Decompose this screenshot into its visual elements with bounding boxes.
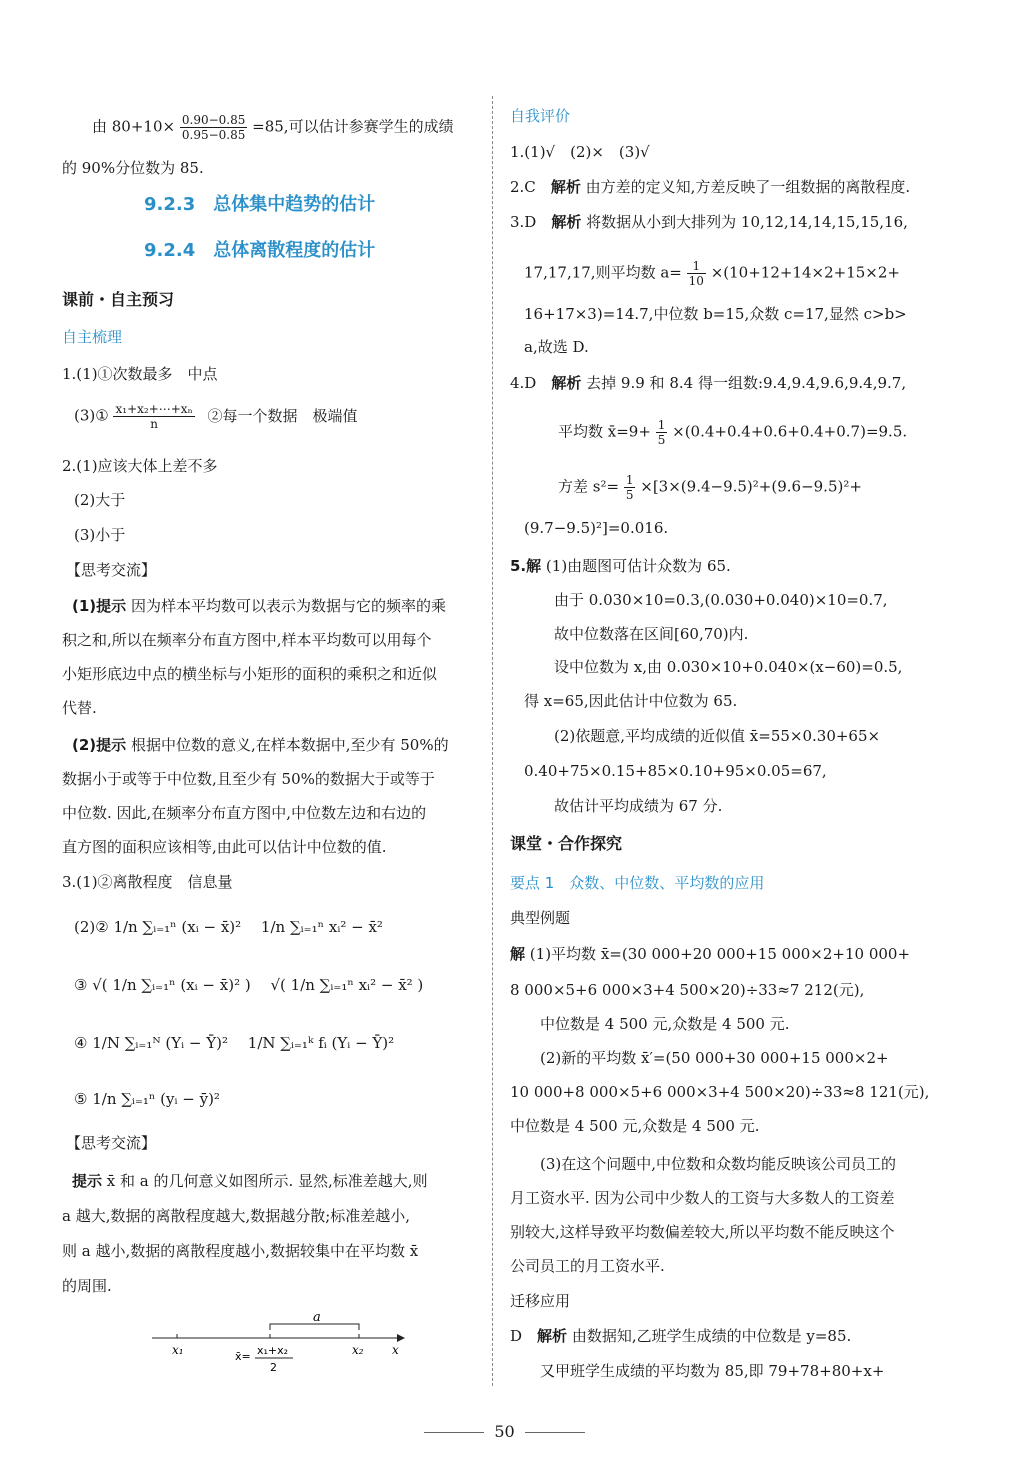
answer-line: 3.(1)②离散程度 信息量 — [62, 873, 233, 891]
paragraph-line — [72, 735, 449, 755]
text-segment: 将数据从小到大排列为 10,12,14,14,15,15,16, — [586, 213, 908, 231]
fraction-numerator: 1 — [625, 473, 634, 487]
subheading: 要点 1 众数、中位数、平均数的应用 — [510, 874, 765, 892]
fraction-denominator: 5 — [657, 433, 666, 447]
text-segment: ②每一个数据 极端值 — [207, 406, 358, 425]
paragraph-line: 积之和,所以在频率分布直方图中,样本平均数可以用每个 — [62, 631, 432, 649]
solution-tag: 解 — [510, 945, 526, 963]
footer-rule — [424, 1432, 484, 1433]
answer-line: 1.(1)√ (2)× (3)√ — [510, 143, 650, 161]
hint-tag: 提示 — [72, 1172, 103, 1190]
text-segment: 由 80+10× — [92, 117, 176, 136]
fraction-denominator: 5 — [625, 488, 634, 502]
paragraph-line: a 越大,数据的离散程度越大,数据越分散;标准差越小, — [62, 1207, 411, 1225]
formula-line: ⑤ 1/n ∑ᵢ₌₁ⁿ (yᵢ − ȳ)² — [74, 1090, 220, 1108]
answer-line: 故估计平均成绩为 67 分. — [554, 797, 723, 815]
paragraph-line: 的周围. — [62, 1277, 112, 1295]
fraction — [180, 113, 248, 142]
text-segment: 由数据知,乙班学生成绩的中位数是 y=85. — [571, 1327, 852, 1345]
box-heading: 【思考交流】 — [66, 561, 157, 579]
paragraph-line: 小矩形底边中点的横坐标与小矩形的面积的乘积之和近似 — [62, 665, 438, 683]
fraction-denominator: 0.95−0.85 — [181, 128, 246, 142]
page-footer — [0, 1422, 1009, 1441]
label-mean-numerator: x₁+x₂ — [257, 1344, 289, 1357]
paragraph-line: 数据小于或等于中位数,且至少有 50%的数据大于或等于 — [62, 770, 435, 788]
paragraph-line: 直方图的面积应该相等,由此可以估计中位数的值. — [62, 838, 387, 856]
solution-line: 别较大,这样导致平均数偏差较大,所以平均数不能反映这个 — [510, 1223, 895, 1241]
subheading: 自我评价 — [510, 107, 571, 125]
text-segment: 去掉 9.9 和 8.4 得一组数:9.4,9.4,9.6,9.4,9.7, — [586, 374, 907, 392]
heading: 课前・自主预习 — [62, 290, 175, 309]
label-x2: x₂ — [352, 1343, 364, 1357]
answer-line: 1.(1)①次数最多 中点 — [62, 365, 218, 383]
answer-line: 16+17×3)=14.7,中位数 b=15,众数 c=17,显然 c>b> — [524, 305, 907, 323]
answer-line — [524, 259, 900, 288]
answer-line: 设中位数为 x,由 0.030×10+0.040×(x−60)=0.5, — [554, 658, 903, 676]
analysis-tag: 解析 — [550, 178, 581, 196]
footer-rule — [525, 1432, 585, 1433]
answer-line — [510, 373, 906, 393]
paragraph-line: 中位数. 因此,在频率分布直方图中,中位数左边和右边的 — [62, 804, 427, 822]
analysis-tag: 解析 — [551, 374, 582, 392]
solution-line: 8 000×5+6 000×3+4 500×20)÷33≈7 212(元), — [510, 981, 865, 999]
paragraph-line — [72, 1171, 428, 1191]
fraction-numerator: x₁+x₂+⋯+xₙ — [115, 402, 193, 416]
solution-line: (3)在这个问题中,中位数和众数均能反映该公司员工的 — [540, 1155, 897, 1173]
fraction — [687, 259, 706, 288]
answer-line: (3)小于 — [74, 526, 126, 544]
answer-line: (2)依题意,平均成绩的近似值 x̄=55×0.30+65× — [554, 727, 881, 745]
solution-line — [510, 1326, 851, 1346]
answer-line — [510, 212, 908, 232]
text-segment: ×(10+12+14×2+15×2+ — [710, 263, 900, 282]
answer-line: (2)大于 — [74, 491, 126, 509]
paragraph-line: 则 a 越小,数据的离散程度越小,数据较集中在平均数 x̄ — [62, 1242, 419, 1260]
solution-line — [510, 944, 910, 964]
answer-line: 得 x=65,因此估计中位数为 65. — [524, 692, 738, 710]
fraction-numerator: 1 — [657, 418, 666, 432]
subheading: 自主梳理 — [62, 328, 123, 346]
text-segment: x̄ 和 a 的几何意义如图所示. 显然,标准差越大,则 — [106, 1172, 428, 1190]
text-segment: 根据中位数的意义,在样本数据中,至少有 50%的 — [130, 736, 449, 754]
formula-line: (2)② 1/n ∑ᵢ₌₁ⁿ (xᵢ − x̄)² 1/n ∑ᵢ₌₁ⁿ xᵢ² − x̄² — [74, 918, 383, 936]
analysis-tag: 解析 — [551, 213, 582, 231]
label-mean-denominator: 2 — [270, 1361, 277, 1374]
text-segment: (1)平均数 x̄=(30 000+20 000+15 000×2+10 000+ — [529, 945, 911, 963]
fraction-denominator: n — [150, 417, 158, 431]
fraction — [656, 418, 668, 447]
answer-line — [558, 418, 907, 447]
label-a: a — [313, 1310, 321, 1325]
arrow-head — [397, 1334, 405, 1342]
text-segment: 方差 s²= — [558, 477, 620, 496]
text-line: 的 90%分位数为 85. — [62, 159, 204, 177]
paragraph-line: 代替. — [62, 699, 97, 717]
hint-tag: (1)提示 — [72, 597, 127, 615]
solution-line: 中位数是 4 500 元,众数是 4 500 元. — [540, 1015, 790, 1033]
answer-number: 2.C — [510, 178, 536, 196]
label-mean: x̄= — [235, 1350, 251, 1363]
answer-line: 2.(1)应该大体上差不多 — [62, 457, 218, 475]
answer-line: a,故选 D. — [524, 338, 589, 356]
heading: 课堂・合作探究 — [510, 834, 623, 853]
column-divider — [492, 96, 493, 1386]
text-line — [92, 113, 454, 142]
solution-line: 又甲班学生成绩的平均数为 85,即 79+78+80+x+ — [540, 1362, 885, 1380]
text-segment: =85,可以估计参赛学生的成绩 — [252, 117, 454, 136]
text-segment: 平均数 x̄=9+ — [558, 422, 651, 441]
text-segment: 因为样本平均数可以表示为数据与它的频率的乘 — [130, 597, 446, 615]
fraction-numerator: 0.90−0.85 — [181, 113, 246, 127]
solution-line: 10 000+8 000×5+6 000×3+4 500×20)÷33≈8 121(元), — [510, 1083, 930, 1101]
page-number: 50 — [494, 1422, 515, 1441]
answer-line: 由于 0.030×10=0.3,(0.030+0.040)×10=0.7, — [554, 591, 888, 609]
box-heading: 【思考交流】 — [66, 1134, 157, 1152]
solution-tag: 5.解 — [510, 557, 542, 575]
hint-tag: (2)提示 — [72, 736, 127, 754]
fraction — [113, 402, 194, 431]
solution-line: 中位数是 4 500 元,众数是 4 500 元. — [510, 1117, 760, 1135]
paragraph-line — [72, 596, 446, 616]
answer-line: (9.7−9.5)²]=0.016. — [524, 519, 669, 537]
solution-line: 月工资水平. 因为公司中少数人的工资与大多数人的工资差 — [510, 1189, 895, 1207]
answer-line: 故中位数落在区间[60,70)内. — [554, 625, 749, 643]
answer-number: D — [510, 1327, 523, 1345]
label-x: x — [392, 1343, 399, 1357]
text-segment: 由方差的定义知,方差反映了一组数据的离散程度. — [585, 178, 911, 196]
solution-line: 公司员工的月工资水平. — [510, 1257, 665, 1275]
answer-line — [558, 473, 862, 502]
text-segment: 17,17,17,则平均数 a= — [524, 263, 682, 282]
text-segment: (3)① — [74, 406, 109, 425]
answer-number: 3.D — [510, 213, 537, 231]
answer-line — [510, 556, 731, 576]
section-title: 9.2.4 总体离散程度的估计 — [144, 240, 376, 261]
formula-line: ④ 1/N ∑ᵢ₌₁ᴺ (Yᵢ − Ȳ)² 1/N ∑ᵢ₌₁ᵏ fᵢ (Yᵢ − Ȳ)² — [74, 1034, 395, 1052]
section-title: 9.2.3 总体集中趋势的估计 — [144, 194, 376, 215]
analysis-tag: 解析 — [537, 1327, 568, 1345]
text-segment: (1)由题图可估计众数为 65. — [545, 557, 731, 575]
text-segment: ×(0.4+0.4+0.6+0.4+0.7)=9.5. — [672, 422, 908, 441]
answer-number: 4.D — [510, 374, 537, 392]
answer-line — [74, 402, 358, 431]
answer-line — [510, 177, 910, 197]
fraction — [624, 473, 636, 502]
fraction-numerator: 1 — [687, 259, 706, 274]
text-segment: ×[3×(9.4−9.5)²+(9.6−9.5)²+ — [640, 477, 862, 496]
answer-line: 0.40+75×0.15+85×0.10+95×0.05=67, — [524, 762, 827, 780]
solution-line: (2)新的平均数 x̄′=(50 000+30 000+15 000×2+ — [540, 1049, 889, 1067]
example-title: 迁移应用 — [510, 1292, 571, 1310]
fraction-denominator: 10 — [688, 274, 704, 288]
label-x1: x₁ — [172, 1343, 184, 1357]
example-title: 典型例题 — [510, 909, 571, 927]
formula-line: ③ √( 1/n ∑ᵢ₌₁ⁿ (xᵢ − x̄)² ) √( 1/n ∑ᵢ₌₁ⁿ xᵢ² − x̄² ) — [74, 976, 424, 994]
number-line-figure — [147, 1308, 417, 1378]
